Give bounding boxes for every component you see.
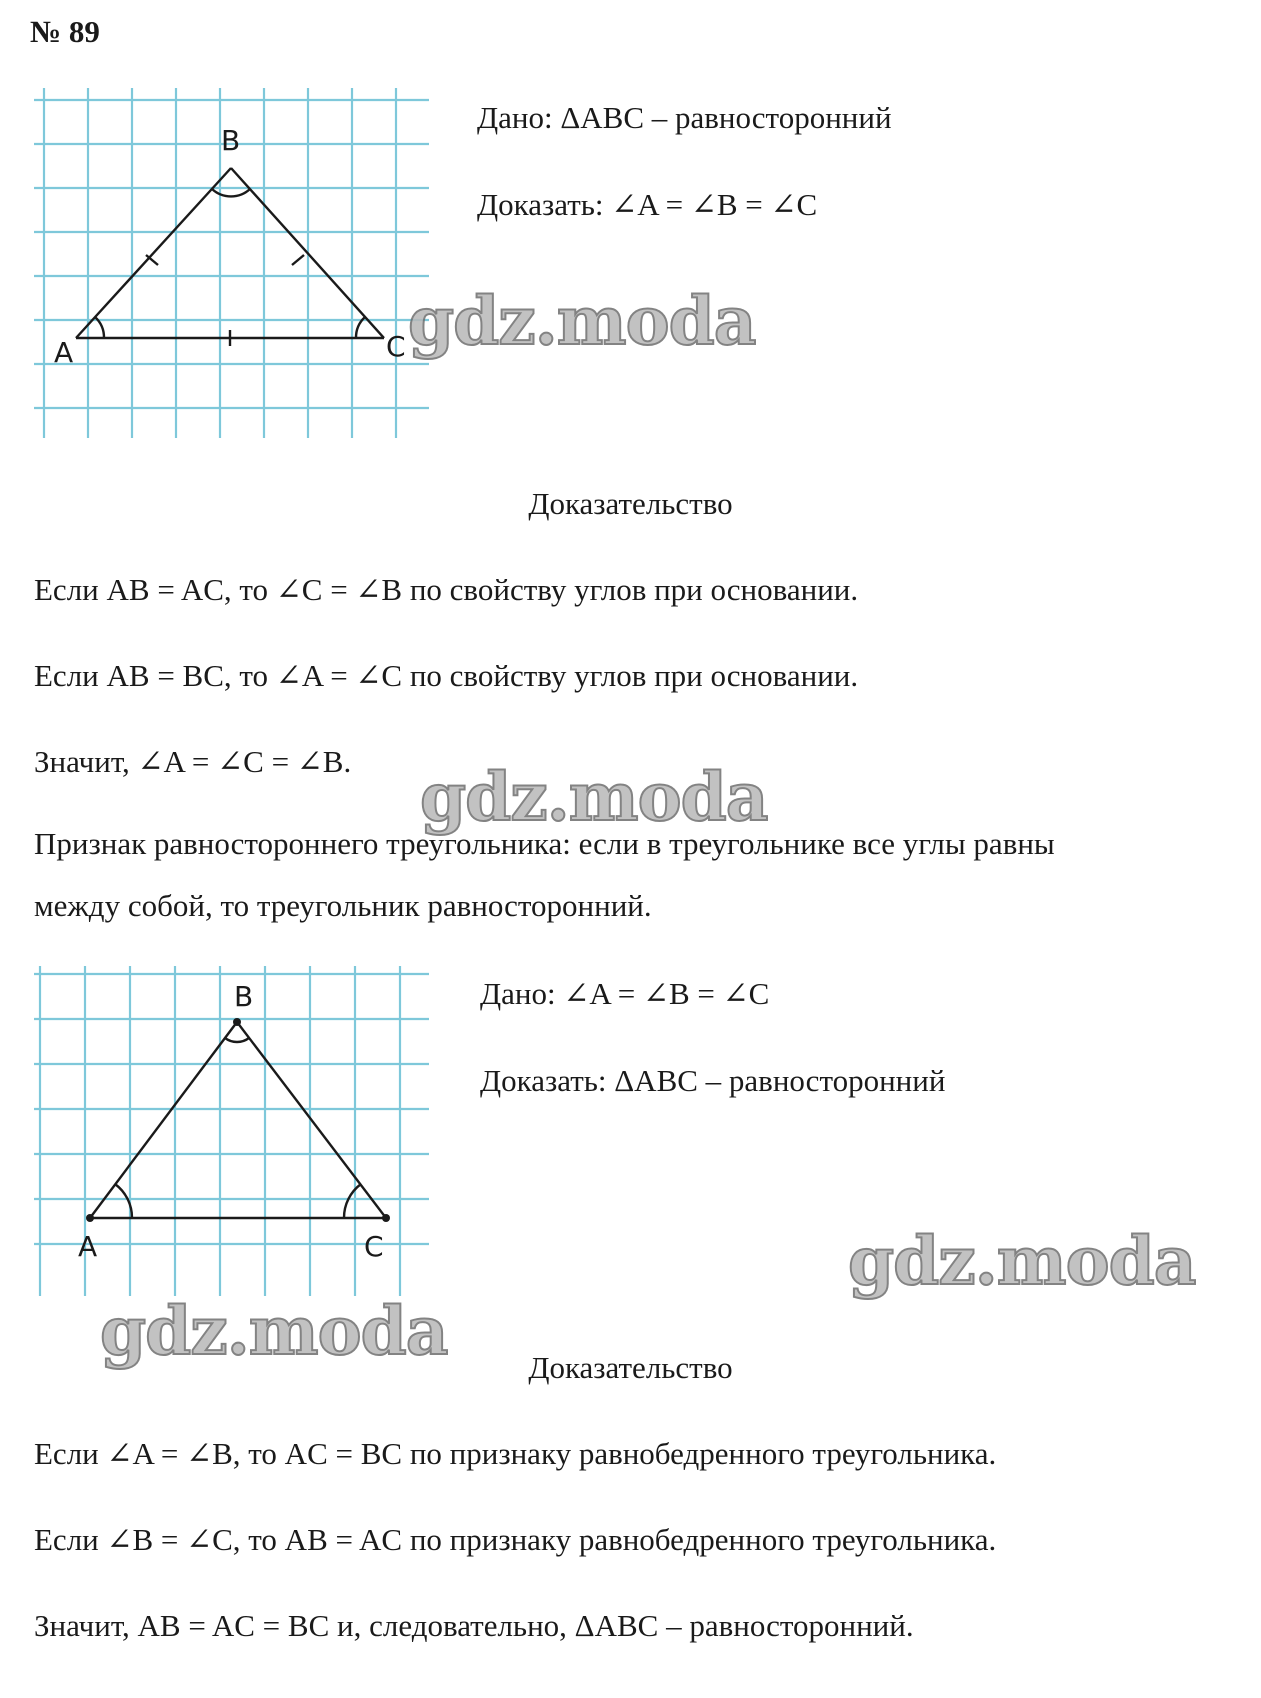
vertex-point-a-2 — [86, 1214, 94, 1222]
proof-2-line-2: Если ∠B = ∠C, то AB = AC по признаку равнобедренного треугольника. — [34, 1522, 997, 1557]
proof-1-line-3: Значит, ∠A = ∠C = ∠B. — [34, 744, 352, 779]
prove-2: Доказать: ΔABC – равносторонний — [480, 1063, 946, 1098]
task-number: № 89 — [30, 14, 100, 49]
vertex-label-b: B — [221, 124, 241, 157]
vertex-point-c-2 — [382, 1214, 390, 1222]
angle-arc-c-2 — [344, 1184, 361, 1218]
tick-bc — [292, 255, 304, 265]
watermark-2: gdz.moda — [420, 758, 768, 836]
angle-arc-b-2 — [225, 1038, 249, 1042]
given-2: Дано: ∠A = ∠B = ∠C — [480, 976, 770, 1011]
figure-1-equilateral-triangle — [34, 88, 434, 443]
proof-1-line-2: Если AB = BC, то ∠A = ∠C по свойству углов при основании. — [34, 658, 859, 693]
given-1: Дано: ΔABC – равносторонний — [477, 100, 892, 135]
figure-2-equiangular-triangle — [34, 966, 434, 1306]
proof-title-2: Доказательство — [528, 1350, 733, 1385]
angle-arc-b — [212, 189, 250, 196]
side-bc-2 — [237, 1022, 386, 1218]
watermark-1: gdz.moda — [408, 282, 756, 360]
criterion-line-1: Признак равностороннего треугольника: если в треугольнике все углы равны — [34, 826, 1055, 861]
vertex-label-b-2: B — [234, 980, 254, 1013]
prove-1: Доказать: ∠A = ∠B = ∠C — [477, 187, 818, 222]
vertex-label-c: C — [386, 330, 406, 363]
vertex-label-a-2: A — [78, 1230, 98, 1263]
watermark-4: gdz.moda — [100, 1292, 448, 1370]
vertex-point-b-2 — [233, 1018, 241, 1026]
criterion-line-2: между собой, то треугольник равносторонний. — [34, 888, 652, 923]
proof-title-1: Доказательство — [528, 486, 733, 521]
watermark-3: gdz.moda — [848, 1222, 1196, 1300]
proof-2-line-3: Значит, AB = AC = BC и, следовательно, ΔABC – равносторонний. — [34, 1608, 914, 1643]
vertex-label-a: A — [54, 336, 74, 369]
side-ab — [76, 168, 231, 338]
side-ab-2 — [90, 1022, 237, 1218]
proof-2-line-1: Если ∠A = ∠B, то AC = BC по признаку равнобедренного треугольника. — [34, 1436, 997, 1471]
vertex-label-c-2: C — [364, 1230, 384, 1263]
proof-1-line-1: Если AB = AC, то ∠C = ∠B по свойству углов при основании. — [34, 572, 859, 607]
